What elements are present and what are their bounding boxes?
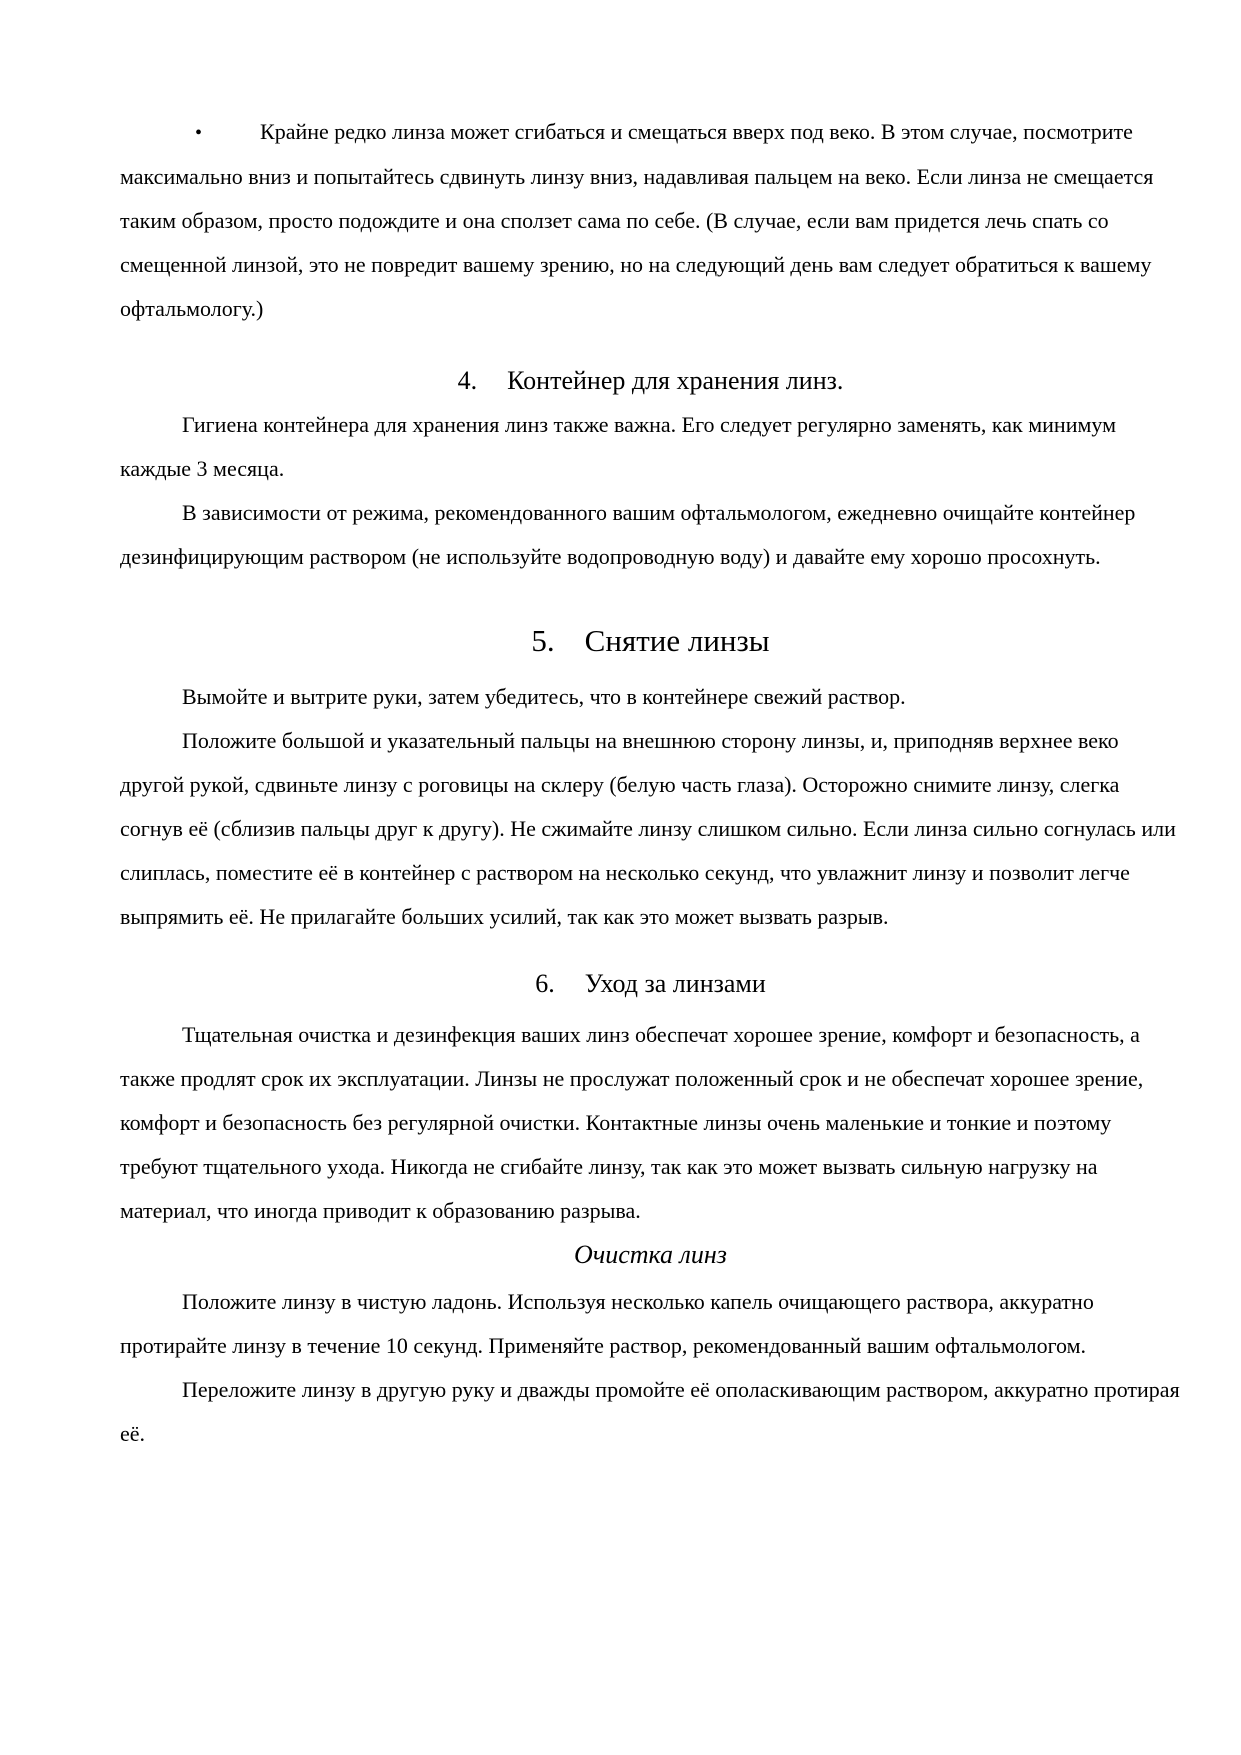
document-content [120, 110, 1181, 1456]
paragraph-container-hygiene: Гигиена контейнера для хранения линз также важна. Его следует регулярно заменять, как минимум каждые 3 месяца. [120, 412, 1117, 481]
paragraph-removal-steps: Положите большой и указательный пальцы на внешнюю сторону линзы, и, приподняв верхнее веко другой рукой, сдвиньте линзу с роговицы на склеру (белую часть глаза). Осторожно снимите линзу, слегка согнув её (сблизив пальцы друг к другу). Не сжимайте линзу слишком сильно. Если линза сильно согнулась или слиплась, поместите её в контейнер с раствором на несколько секунд, что увлажнит линзу и позволит легче выпрямить её. Не прилагайте больших усилий, так как это может вызвать разрыв. [120, 728, 1176, 929]
paragraph-wash-hands: Вымойте и вытрите руки, затем убедитесь, что в контейнере свежий раствор. [182, 684, 906, 709]
bullet-list-item [120, 110, 1181, 331]
paragraph-container-disinfect: В зависимости от режима, рекомендованного вашим офтальмологом, ежедневно очищайте контейнер дезинфицирующим раствором (не используйте водопроводную воду) и давайте ему хорошо просохнуть. [120, 500, 1136, 569]
section-6-title: Уход за линзами [584, 969, 766, 998]
section-5-title: Снятие линзы [584, 623, 770, 658]
bullet-item-text: Крайне редко линза может сгибаться и смещаться вверх под веко. В этом случае, посмотрите максимально вниз и попытайтесь сдвинуть линзу вниз, надавливая пальцем на веко. Если линза не смещается таким образом, просто подождите и она сползет сама по себе. (В случае, если вам придется лечь спать со смещенной линзой, это не повредит вашему зрению, но на следующий день вам следует обратиться к вашему офтальмологу.) [120, 119, 1154, 321]
section-heading-container [120, 359, 1181, 403]
paragraph-cleaning-rinse: Переложите линзу в другую руку и дважды промойте её ополаскивающим раствором, аккуратно протирая её. [120, 1377, 1180, 1446]
section-4-title: Контейнер для хранения линз. [507, 366, 844, 395]
paragraph-care-intro: Тщательная очистка и дезинфекция ваших линз обеспечат хорошее зрение, комфорт и безопасность, а также продлят срок их эксплуатации. Линзы не прослужат положенный срок и не обеспечат хорошее зрение, комфорт и безопасность без регулярной очистки. Контактные линзы очень маленькие и тонкие и поэтому требуют тщательного ухода. Никогда не сгибайте линзу, так как это может вызвать сильную нагрузку на материал, что иногда приводит к образованию разрыва. [120, 1022, 1144, 1223]
section-4-number: 4. [457, 366, 478, 395]
section-heading-care [120, 962, 1181, 1006]
section-heading-removal [120, 615, 1181, 667]
bullet-icon: • [195, 122, 203, 144]
section-6-number: 6. [535, 969, 555, 998]
subsection-heading-cleaning: Очистка линз [574, 1240, 727, 1269]
section-5-number: 5. [531, 623, 555, 658]
paragraph-cleaning-palm: Положите линзу в чистую ладонь. Используя несколько капель очищающего раствора, аккуратно протирайте линзу в течение 10 секунд. Применяйте раствор, рекомендованный вашим офтальмологом. [120, 1289, 1094, 1358]
